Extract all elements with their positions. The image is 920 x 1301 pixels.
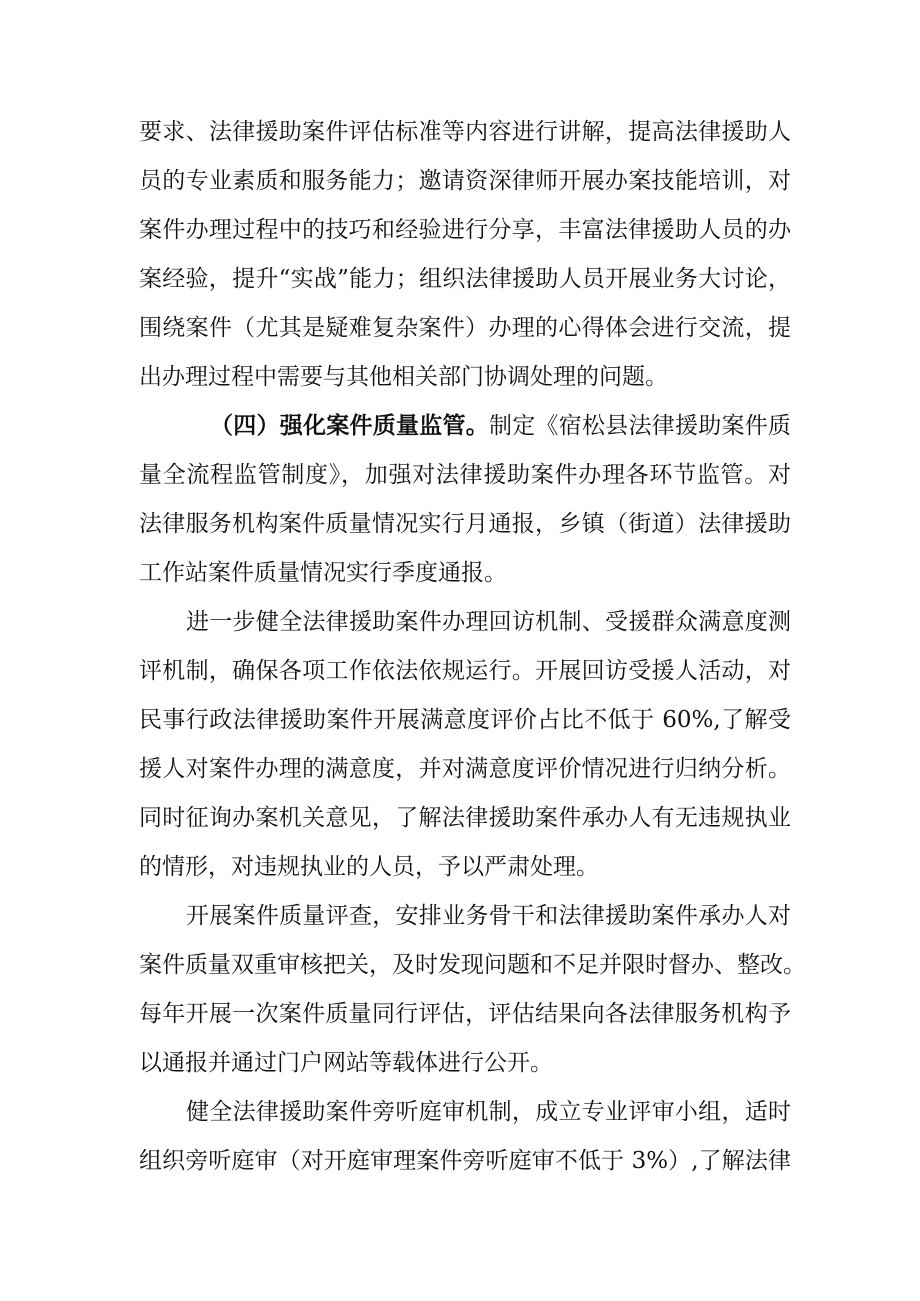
section-heading: （四）强化案件质量监管。 xyxy=(210,412,489,439)
paragraph-line: 案经验，提升“实战”能力；组织法律援助人员开展业务大讨论， xyxy=(139,266,791,292)
paragraph-line: 健全法律援助案件旁听庭审机制，成立专业评审小组，适时 xyxy=(186,1099,791,1125)
paragraph-line: 出办理过程中需要与其他相关部门协调处理的问题。 xyxy=(139,364,668,390)
paragraph-line: 援人对案件办理的满意度，并对满意度评价情况进行归纳分析。 xyxy=(139,756,791,782)
paragraph-line: 民事行政法律援助案件开展满意度评价占比不低于 60%,了解受 xyxy=(139,707,791,733)
section-heading-text: 制定《宿松县法律援助案件质 xyxy=(489,413,791,439)
paragraph-line: 法律服务机构案件质量情况实行月通报，乡镇（街道）法律援助 xyxy=(139,511,791,537)
paragraph-line: 评机制，确保各项工作依法依规运行。开展回访受援人活动，对 xyxy=(139,658,791,684)
paragraph-line: 的情形，对违规执业的人员，予以严肃处理。 xyxy=(139,854,599,880)
paragraph-line: 量全流程监管制度》，加强对法律援助案件办理各环节监管。对 xyxy=(139,462,791,488)
paragraph-line: 围绕案件（尤其是疑难复杂案件）办理的心得体会进行交流，提 xyxy=(139,315,791,341)
paragraph-line: 每年开展一次案件质量同行评估，评估结果向各法律服务机构予 xyxy=(139,1001,791,1027)
paragraph-line: 以通报并通过门户网站等载体进行公开。 xyxy=(139,1050,553,1076)
paragraph-line: 员的专业素质和服务能力；邀请资深律师开展办案技能培训，对 xyxy=(139,168,791,194)
paragraph-line: 案件办理过程中的技巧和经验进行分享，丰富法律援助人员的办 xyxy=(139,217,791,243)
paragraph-line: 开展案件质量评查，安排业务骨干和法律援助案件承办人对 xyxy=(186,903,791,929)
section-heading-line xyxy=(210,411,791,441)
paragraph-line: 组织旁听庭审（对开庭审理案件旁听庭审不低于 3%）,了解法律 xyxy=(139,1148,791,1174)
paragraph-line: 工作站案件质量情况实行季度通报。 xyxy=(139,560,507,586)
paragraph-line: 进一步健全法律援助案件办理回访机制、受援群众满意度测 xyxy=(186,609,791,635)
paragraph-line: 案件质量双重审核把关，及时发现问题和不足并限时督办、整改。 xyxy=(139,952,806,978)
paragraph-line: 同时征询办案机关意见，了解法律援助案件承办人有无违规执业 xyxy=(139,805,791,831)
paragraph-line: 要求、法律援助案件评估标准等内容进行讲解，提高法律援助人 xyxy=(139,119,791,145)
